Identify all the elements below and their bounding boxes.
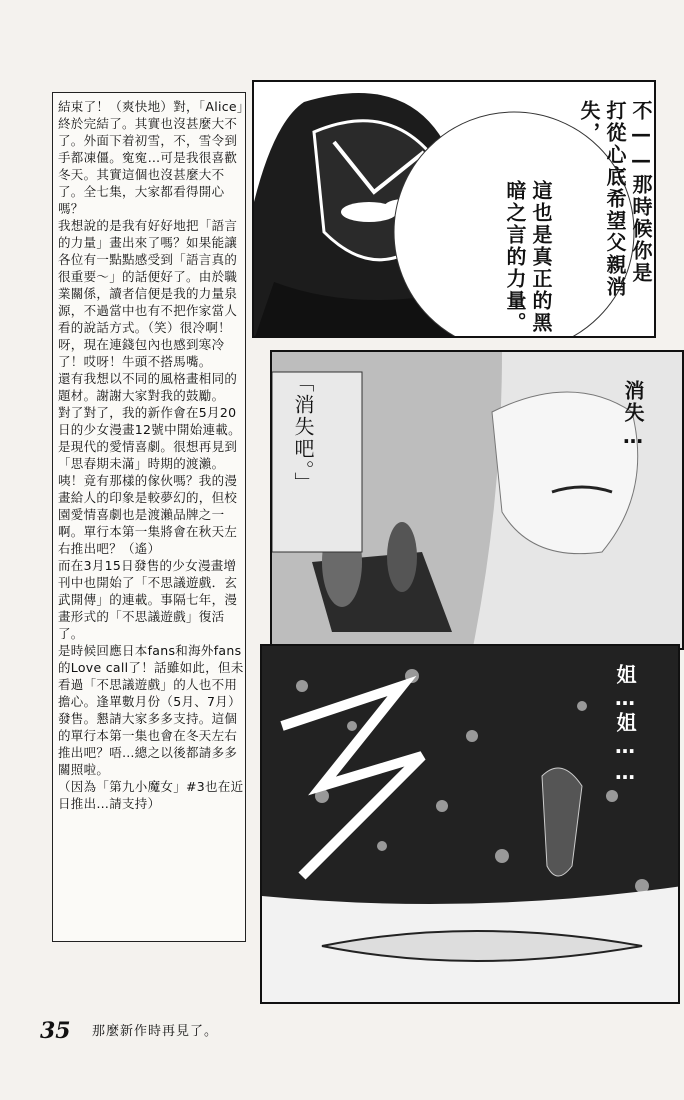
speech-bubble-disappear: 消失… bbox=[621, 380, 645, 450]
page-number: 35 bbox=[40, 1018, 71, 1044]
speech-bubble-father: 不——那時候你是打從心底希望父親消失， bbox=[577, 100, 653, 298]
speech-bubble-dark-words: 這也是真正的黑暗之言的力量。 bbox=[503, 180, 553, 334]
author-note-text: 結束了！（爽快地）對，「Alice」終於完結了。其實也沒甚麼大不了。外面下着初雪，不，雪令到手都凍僵。寃寃…可是我很喜歡冬天。其實這個也沒甚麼大不了。全七集，大家都看得開心嗎？ 我想說的是我有好好地把「語言的力量」畫出來了嗎？如果能讓各位有一點點感受到「語言真的很重要〜」的話便好了。由於職業關係，讀者信便是我的力量泉源，不過當中也有不把作家當人看的說話方式。（笑）很冷啊！呀，現在連錢包內也感到寒冷了！哎呀！牛頭不搭馬嘴。 還有我想以不同的風格畫相同的題材。謝謝大家對我的鼓勵。 對了對了，我的新作會在5月20日的少女漫畫12號中開始連載。是現代的愛情喜劇。很想再見到「思春期未滿」時期的渡瀨。咦！竟有那樣的傢伙嗎？我的漫畫給人的印象是較夢幻的，但校園愛情喜劇也是渡瀨品牌之一啊。單行本第一集將會在秋天左右推出吧？（遙） 而在3月15日發售的少女漫畫增刊中也開始了「不思議遊戲．玄武開傳」的連載。事隔七年，漫畫形式的「不思議遊戲」復活了。 是時候回應日本fans和海外fans的Love call了！話雖如此，但未看過「不思議遊戲」的人也不用擔心。逢單數月份（5月、7月）發售。懇請大家多多支持。這個的單行本第一集也會在冬天左右推出吧？唔…總之以後都請多多關照啦。 （因為「第九小魔女」#3也在近日推出…請支持） bbox=[58, 99, 244, 811]
speech-bubble-sister: 姐…姐…… bbox=[613, 664, 637, 786]
speech-bubble-vanish: 「消失吧。」 bbox=[291, 372, 315, 494]
footer-text: 那麼新作時再見了。 bbox=[92, 1024, 219, 1039]
